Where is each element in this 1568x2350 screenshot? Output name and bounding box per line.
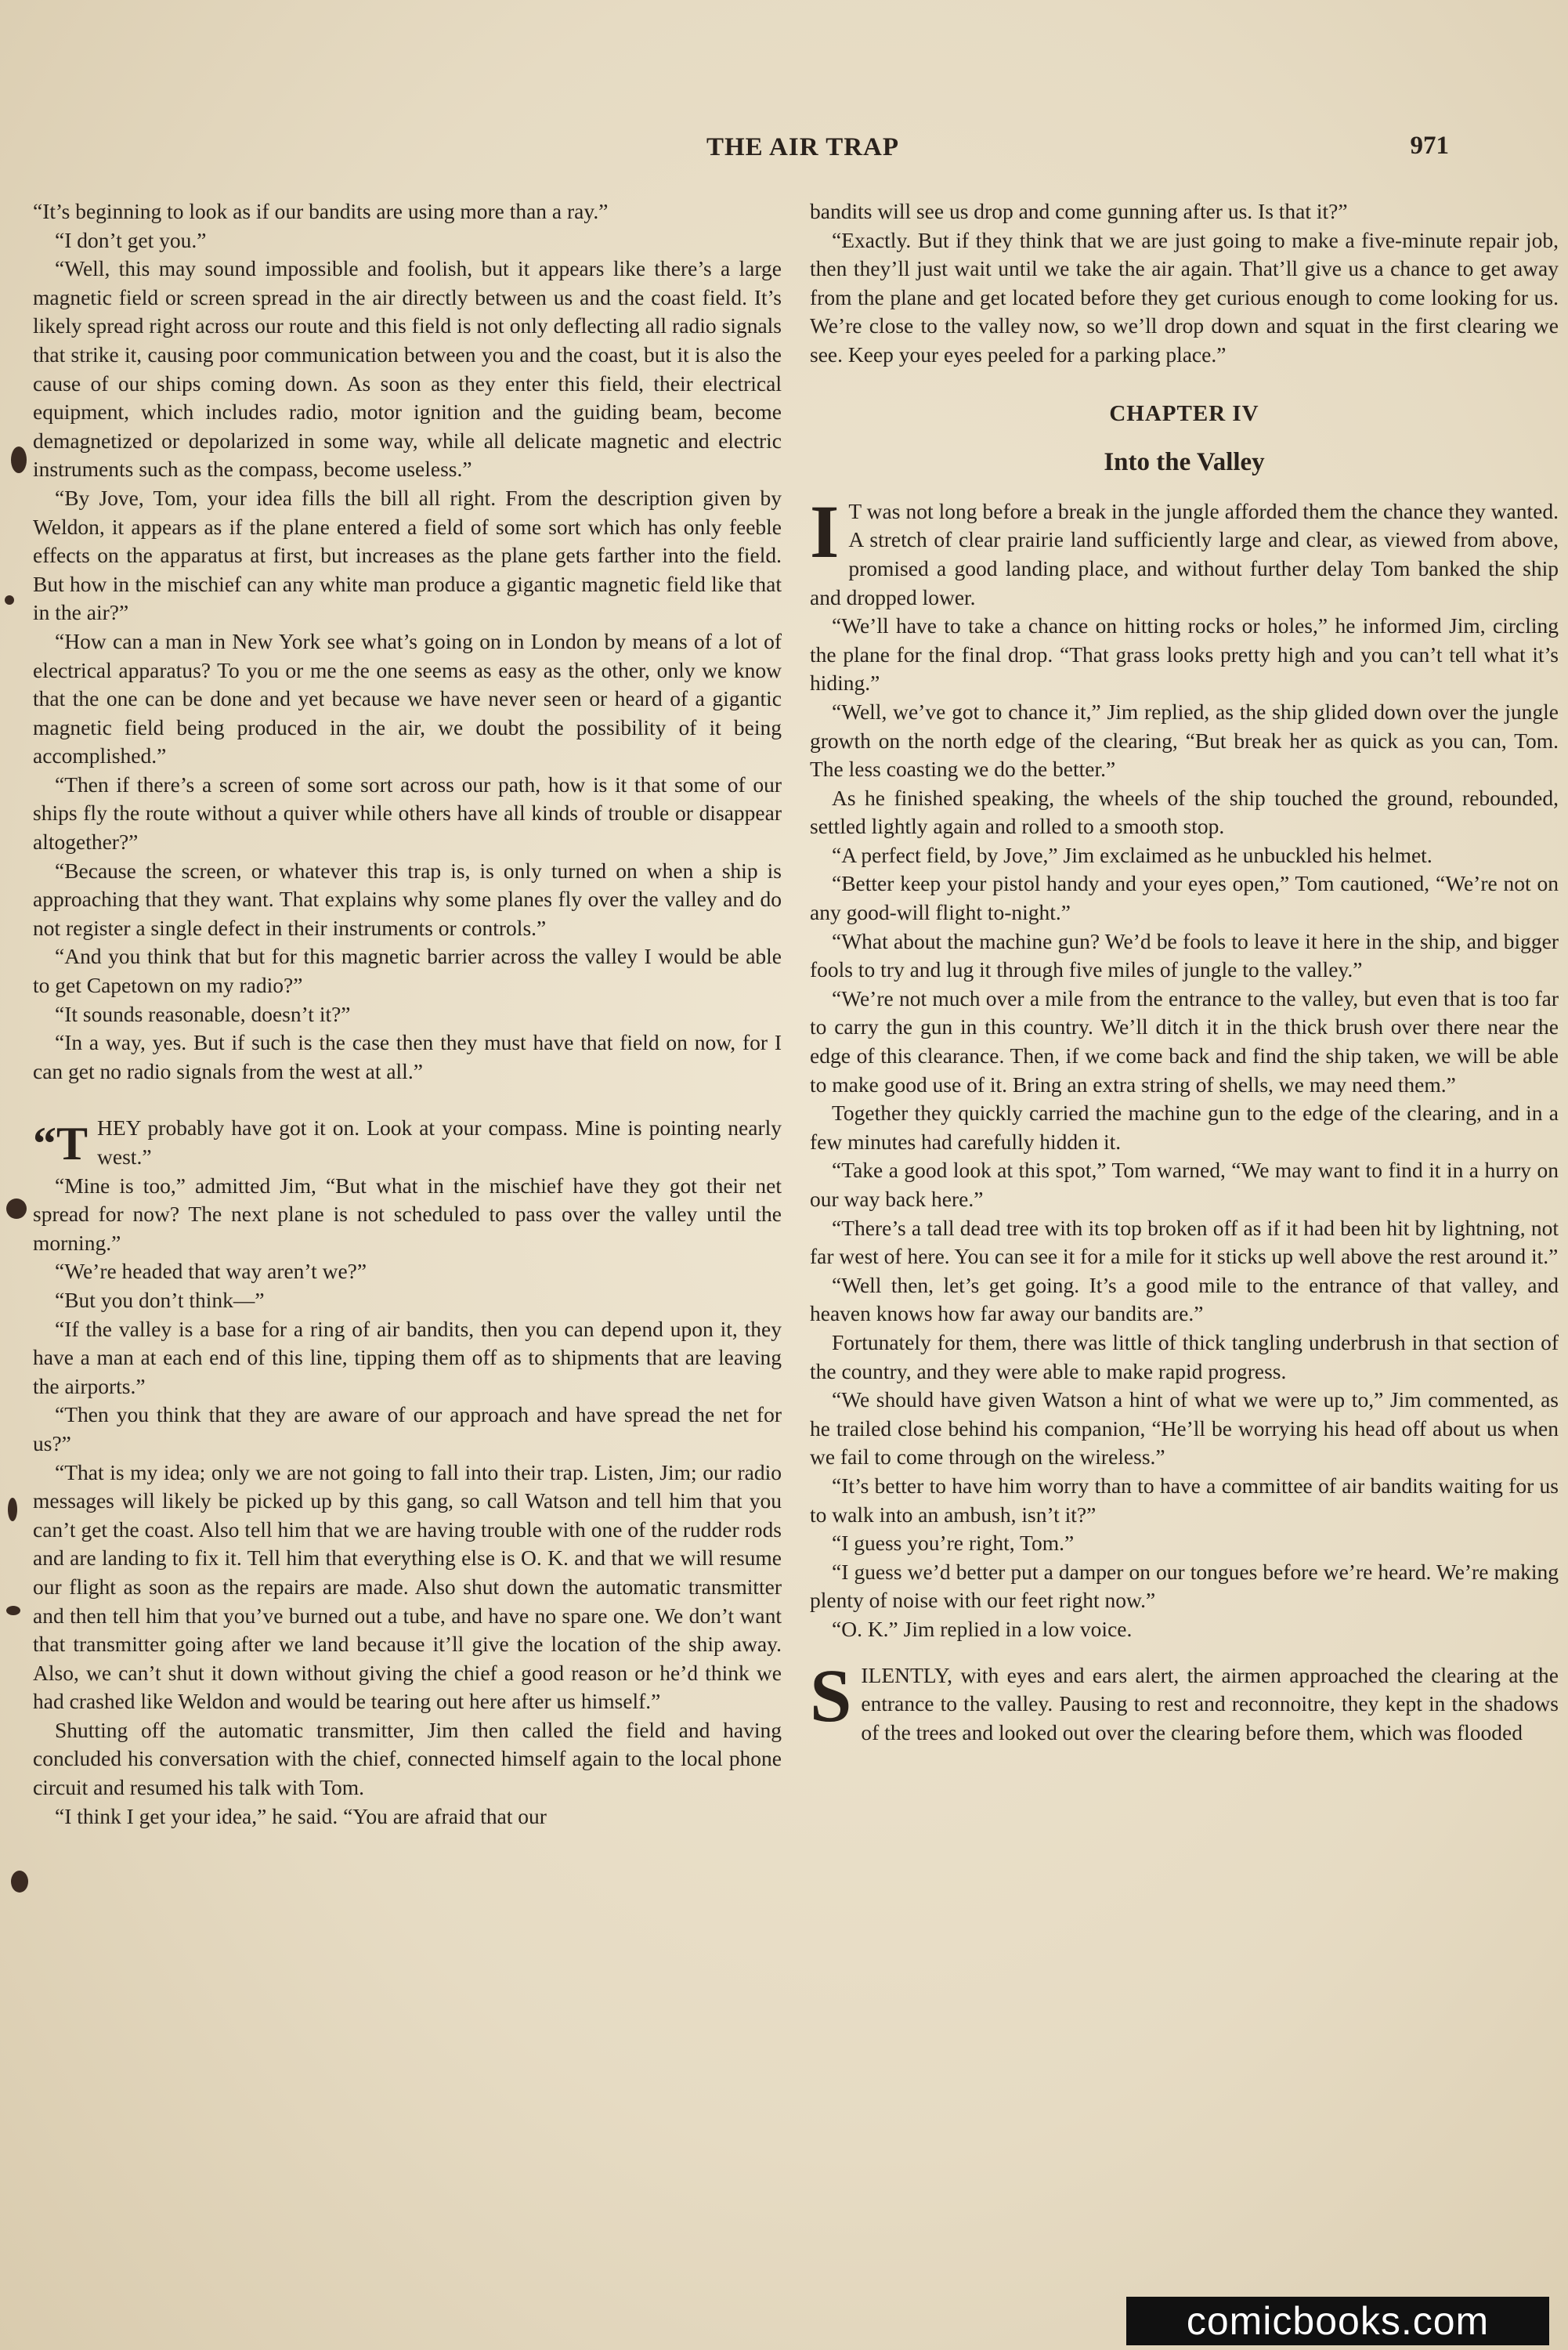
paragraph: “We’ll have to take a chance on hitting rocks or holes,” he informed Jim, circling the plane for the final drop. “That grass looks pretty high and you can’t tell what it’s hiding.” — [810, 613, 1559, 696]
paragraph: “In a way, yes. But if such is the case then they must have that field on now, for I can get no radio signals from the west at all.” — [33, 1030, 782, 1083]
paragraph: “A perfect field, by Jove,” Jim exclaimed as he unbuckled his helmet. — [832, 842, 1433, 867]
paragraph: Shutting off the automatic transmitter, Jim then called the field and having concluded his conversation with the chief, connected himself again to the local phone circuit and resumed his talk with Tom. — [33, 1717, 782, 1800]
paragraph: “Then you think that they are aware of our approach and have spread the net for us?” — [33, 1402, 782, 1455]
paragraph: “Then if there’s a screen of some sort across our path, how is it that some of our ships fly the route without a quiver while others have all kinds of trouble or disappear altogether?” — [33, 772, 782, 855]
paper-speck — [6, 1606, 20, 1615]
drop-cap: “T — [33, 1118, 89, 1170]
paper-speck — [8, 1498, 17, 1521]
right-column — [810, 197, 1559, 1747]
paragraph: “It’s better to have him worry than to have a committee of air bandits waiting for us to walk into an ambush, isn’t it?” — [810, 1473, 1559, 1527]
paragraph: “We’re not much over a mile from the entrance to the valley, but even that is too far to carry the gun in this country. We’ll ditch it in the thick brush over there near the edge of this clearance. Then, if we come back and find the ship taken, we will be able to make good use of it. Bring an extra string of shells, we may need them.” — [810, 985, 1559, 1097]
paragraph: “But you don’t think—” — [55, 1287, 265, 1312]
paragraph: “Mine is too,” admitted Jim, “But what in the mischief have they got their net spread for now? The next plane is not scheduled to pass over the valley until the morning.” — [33, 1173, 782, 1255]
paragraph: bandits will see us drop and come gunning after us. Is that it?” — [810, 199, 1348, 223]
paragraph: “If the valley is a base for a ring of air bandits, then you can depend upon it, they have a man at each end of this line, tipping them off as to shipments that are leaving the airports.” — [33, 1316, 782, 1398]
paragraph — [33, 1114, 782, 1171]
drop-cap: S — [810, 1653, 852, 1737]
paper-speck — [11, 446, 27, 473]
paragraph: “What about the machine gun? We’d be fools to leave it here in the ship, and bigger fools to try and lug it through five miles of jungle to the valley.” — [810, 928, 1559, 982]
paragraph: “That is my idea; only we are not going to fall into their trap. Listen, Jim; our radio messages will likely be picked up by this gang, so call Watson and tell him that you can’t get the coast. Also tell him that we are having trouble with one of the rudder rods and are landing to fix it. Tell him that everything else is O. K. and that we will resume our flight as soon as the repairs are made. Also shut down the automatic transmitter and then tell him that you’ve burned out a tube, and have no spare one. We don’t want that transmitter going after we land because it’ll give the location of the ship away. Also, we can’t shut it down without giving the chief a good reason or he’d think we had crashed like Weldon and would be tearing out here after us himself.” — [33, 1459, 782, 1714]
paragraph: Together they quickly carried the machine gun to the edge of the clearing, and in a few minutes had carefully hidden it. — [810, 1101, 1559, 1154]
chapter-title: Into the Valley — [1104, 448, 1265, 477]
page-number: 971 — [1410, 132, 1449, 160]
paragraph: “I guess you’re right, Tom.” — [832, 1531, 1075, 1556]
paragraph: “There’s a tall dead tree with its top broken off as if it had been hit by lightning, not far west of here. You can see it for a mile for it sticks up well above the rest around it.” — [810, 1215, 1559, 1269]
paragraph: “We should have given Watson a hint of what we were up to,” Jim commented, as he trailed close behind his companion, “He’ll be worrying his head off about us when we fail to come through on the wireless.” — [810, 1387, 1559, 1470]
paragraph: “Well, we’ve got to chance it,” Jim replied, as the ship glided down over the jungle growth on the north edge of the clearing, “But break her as quick as you can, Tom. The less coasting we do the better.” — [810, 699, 1559, 782]
drop-cap: I — [810, 489, 840, 573]
paper-speck — [5, 595, 14, 605]
paragraph: “Better keep your pistol handy and your eyes open,” Tom cautioned, “We’re not on any good-will flight to-night.” — [810, 871, 1559, 925]
paragraph: “I guess we’d better put a damper on our tongues before we’re heard. We’re making plenty of noise with our feet right now.” — [810, 1559, 1559, 1613]
section-break — [810, 1644, 1559, 1661]
paragraph: “By Jove, Tom, your idea fills the bill all right. From the description given by Weldon, it appears as if the plane entered a field of some sort which has only feeble effects on the apparatus at first, but increases as the plane gets farther into the field. But how in the mischief can any white man produce a gigantic magnetic field like that in the air?” — [33, 485, 782, 625]
paragraph: “Exactly. But if they think that we are just going to make a five-minute repair job, then they’ll just wait until we take the air again. That’ll give us a chance to get away from the plane and get located before they get curious enough to come looking for us. We’re close to the valley now, so we’ll drop down and squat in the first clearing we see. Keep your eyes peeled for a parking place.” — [810, 227, 1559, 367]
paper-speck — [6, 1198, 27, 1219]
paragraph: “Take a good look at this spot,” Tom warned, “We may want to find it in a hurry on our way back here.” — [810, 1158, 1559, 1211]
paper-speck — [11, 1871, 28, 1893]
paragraph: “How can a man in New York see what’s going on in London by means of a lot of electrical apparatus? To you or me the one seems as easy as the other, only we know that the one can be done and yet because we have never seen or heard of a gigantic magnetic field being produced in the air, we doubt the possibility of it being accomplished.” — [33, 628, 782, 768]
section-break — [33, 1086, 782, 1114]
paragraph: “Well then, let’s get going. It’s a good mile to the entrance of that valley, and heaven knows how far away our bandits are.” — [810, 1272, 1559, 1326]
running-head-title: THE AIR TRAP — [706, 133, 900, 161]
paragraph — [810, 489, 1559, 612]
paragraph-text: T was not long before a break in the jungle afforded them the chance they wanted. A stretch of clear prairie land sufficiently large and clear, as viewed from above, promised a good landing place, and without further delay Tom banked the ship and dropped lower. — [810, 498, 1559, 609]
paragraph: “I think I get your idea,” he said. “You are afraid that our — [55, 1803, 547, 1828]
paragraph: Fortunately for them, there was little of thick tangling underbrush in that section of the country, and they were able to make rapid progress. — [810, 1329, 1559, 1383]
paragraph: “And you think that but for this magnetic barrier across the valley I would be able to get Capetown on my radio?” — [33, 944, 782, 998]
paragraph-text: ILENTLY, with eyes and ears alert, the airmen approached the clearing at the entrance to the valley. Pausing to rest and reconnoitre, they kept in the shadows of the trees and looked out over the clearing before them, which was flooded — [861, 1662, 1559, 1744]
paragraph: “It’s beginning to look as if our bandits are using more than a ray.” — [33, 199, 609, 223]
paragraph: As he finished speaking, the wheels of the ship touched the ground, rebounded, settled lightly again and rolled to a smooth stop. — [810, 785, 1559, 839]
paragraph: “I don’t get you.” — [55, 227, 207, 252]
paragraph: “Well, this may sound impossible and foolish, but it appears like there’s a large magnetic field or screen spread in the air directly between us and the coast field. It’s likely spread right across our route and this field is not only deflecting all radio signals that strike it, causing poor communication between you and the coast, but it is also the cause of our ships coming down. As soon as they enter this field, their electrical equipment, which includes radio, motor ignition and the guiding beam, become demagnetized or depolarized in some way, while all delicate magnetic and electric instruments such as the compass, become useless.” — [33, 256, 782, 482]
left-column — [33, 197, 782, 1831]
site-watermark: comicbooks.com — [1126, 2297, 1549, 2345]
chapter-number: CHAPTER IV — [1109, 400, 1259, 426]
paragraph: “Because the screen, or whatever this trap is, is only turned on when a ship is approaching that they want. That explains why some planes fly over the valley and do not register a single defect in their instruments or controls.” — [33, 858, 782, 940]
paragraph: “It sounds reasonable, doesn’t it?” — [55, 1001, 351, 1026]
paragraph — [810, 1653, 1559, 1748]
paragraph-text: HEY probably have got it on. Look at your compass. Mine is pointing nearly west.” — [97, 1115, 782, 1169]
paragraph: “O. K.” Jim replied in a low voice. — [832, 1616, 1133, 1641]
paragraph: “We’re headed that way aren’t we?” — [55, 1259, 367, 1284]
